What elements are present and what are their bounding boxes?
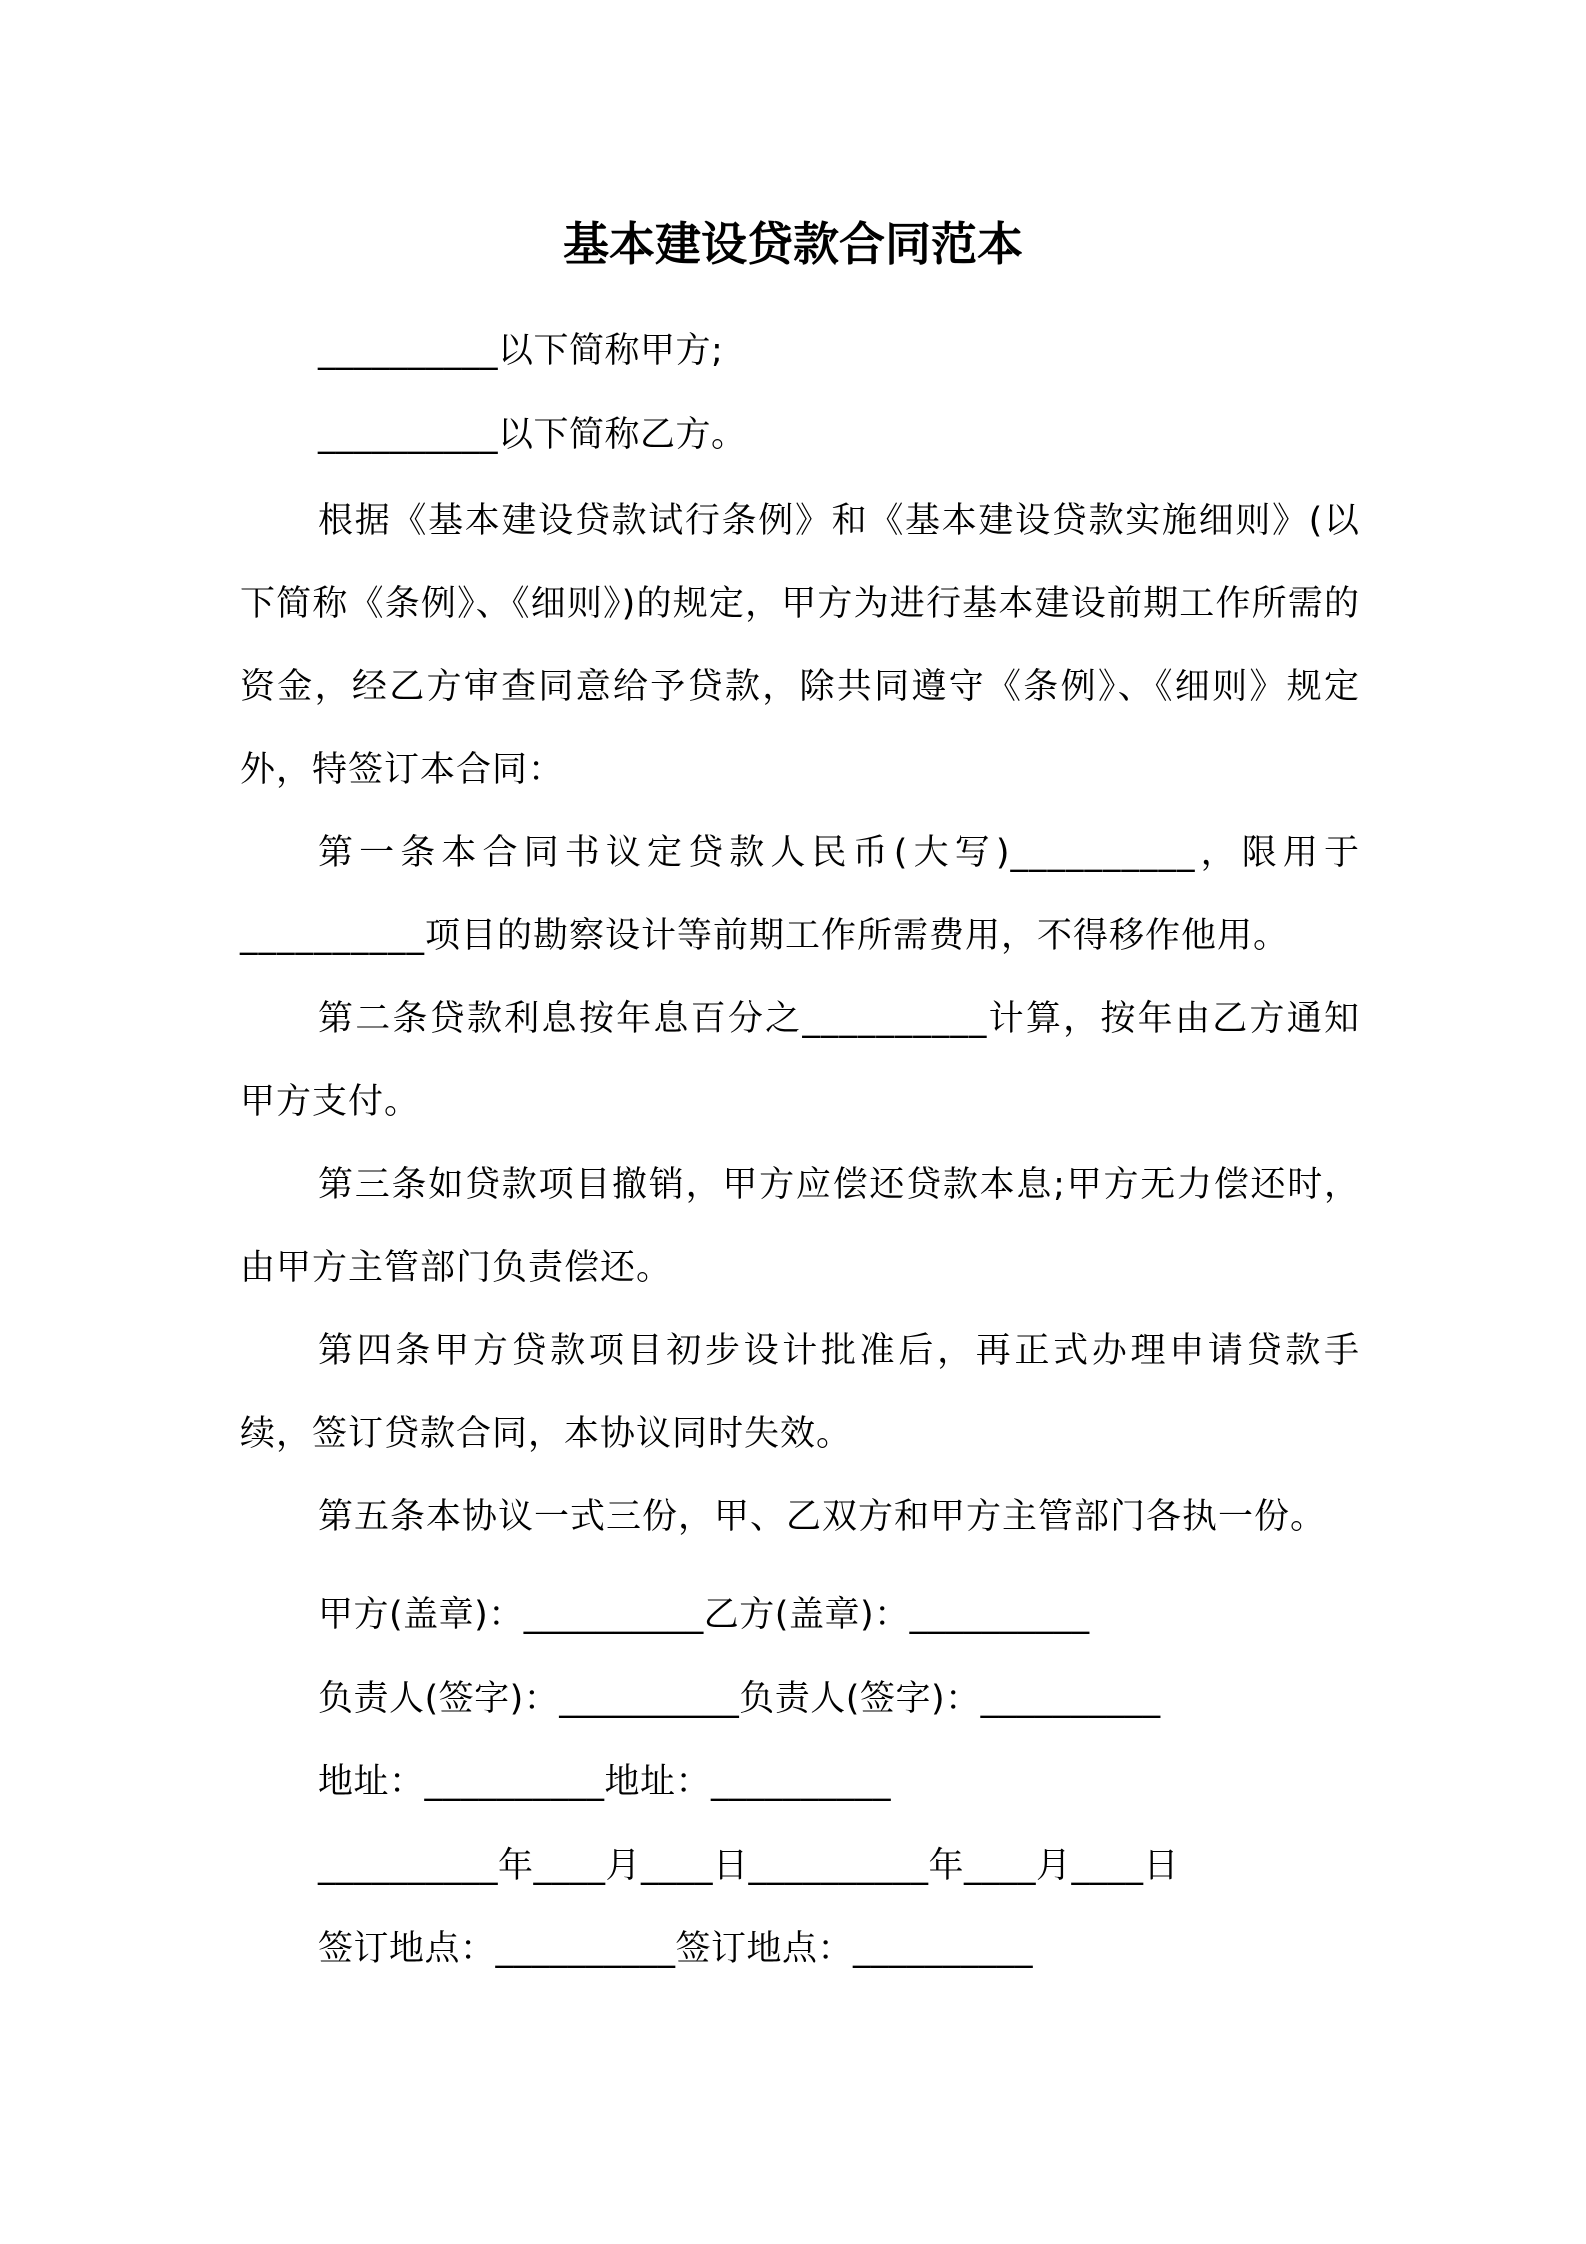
article-1-paragraph: 第一条本合同书议定贷款人民币(大写)__________，限用于__________项目的勘察设计等前期工作所需费用，不得移作他用。 [240, 833, 1360, 956]
party-a-line: __________以下简称甲方; [318, 331, 724, 371]
date-line: __________年____月____日__________年____月____日 [318, 1846, 1180, 1886]
signing-place-line: 签订地点：__________签订地点：__________ [318, 1929, 1034, 1969]
document-title: 基本建设贷款合同范本 [563, 217, 1023, 271]
signatory-line: 负责人(签字)：__________负责人(签字)：__________ [318, 1679, 1161, 1719]
article-5-paragraph: 第五条本协议一式三份，甲、乙双方和甲方主管部门各执一份。 [318, 1497, 1327, 1537]
article-3-paragraph: 第三条如贷款项目撤销，甲方应偿还贷款本息;甲方无力偿还时，由甲方主管部门负责偿还。 [240, 1165, 1360, 1288]
seal-line: 甲方(盖章)：__________乙方(盖章)：__________ [318, 1595, 1090, 1635]
address-line: 地址：__________地址：__________ [318, 1762, 892, 1802]
article-2-paragraph: 第二条贷款利息按年息百分之__________计算，按年由乙方通知甲方支付。 [240, 999, 1360, 1122]
article-4-paragraph: 第四条甲方贷款项目初步设计批准后，再正式办理申请贷款手续，签订贷款合同，本协议同时失效。 [240, 1331, 1360, 1454]
preamble-paragraph: 根据《基本建设贷款试行条例》和《基本建设贷款实施细则》(以下简称《条例》、《细则》)的规定，甲方为进行基本建设前期工作所需的资金，经乙方审查同意给予贷款，除共同遵守《条例》、《细则》规定外，特签订本合同： [240, 501, 1360, 790]
party-b-line: __________以下简称乙方。 [318, 415, 747, 455]
